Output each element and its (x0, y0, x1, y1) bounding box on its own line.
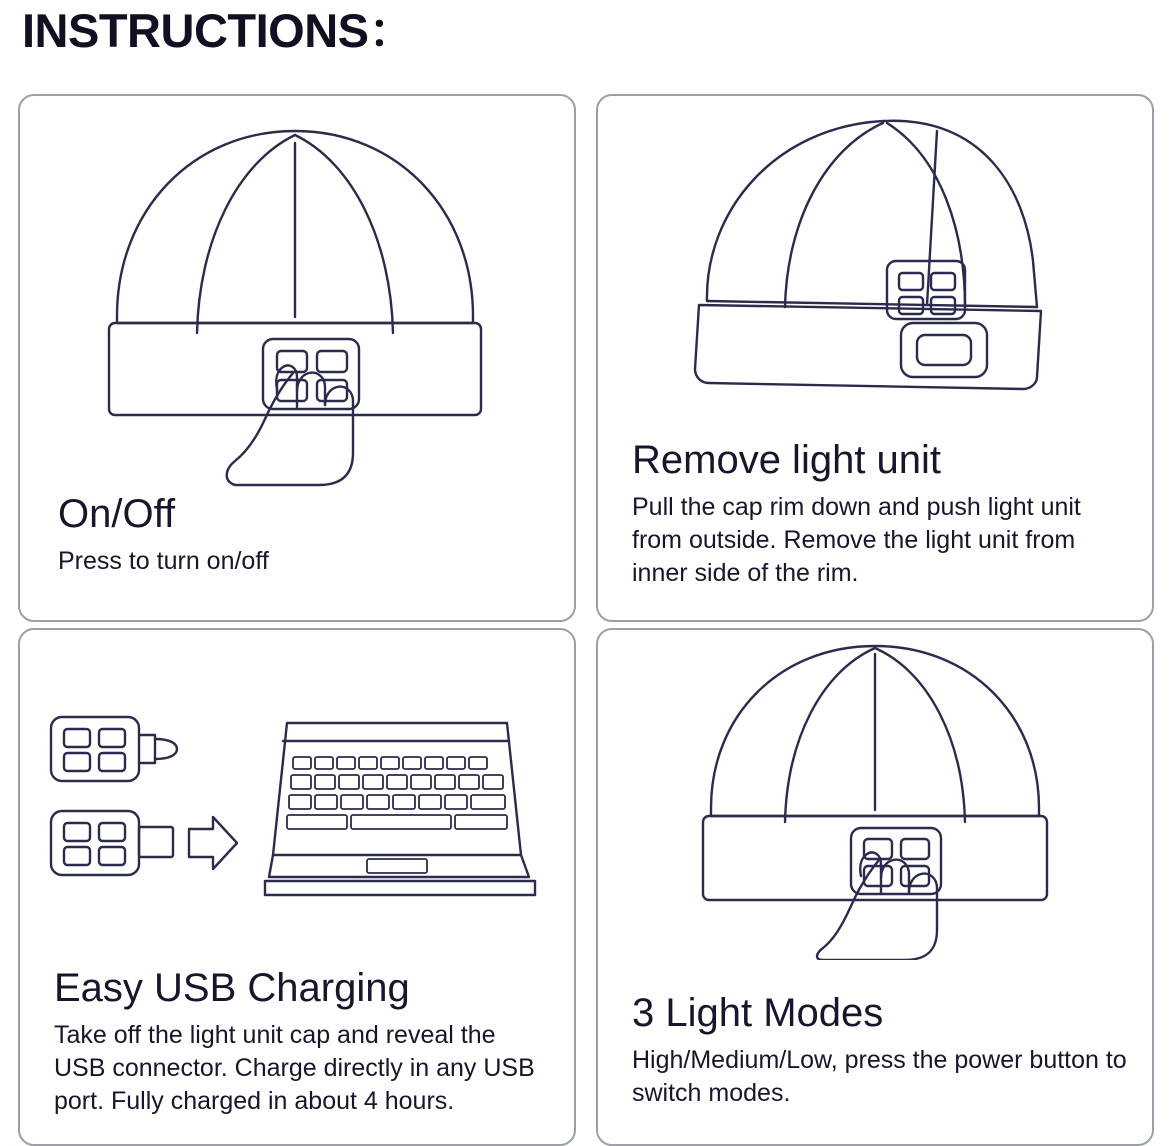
card-text-remove (632, 438, 1128, 590)
instructions-page (0, 6, 1170, 1142)
page-title: INSTRUCTIONS： (22, 4, 415, 57)
instruction-card-remove (596, 94, 1154, 622)
card-text-onoff (58, 492, 550, 578)
beanie-with-light-unit-removed-icon (598, 96, 1152, 416)
usb-light-unit-and-laptop-icon (20, 630, 574, 920)
card-heading: Remove light unit (632, 438, 942, 483)
instruction-card-grid (8, 94, 1162, 1146)
instruction-card-modes (596, 628, 1154, 1146)
instruction-card-onoff (18, 94, 576, 622)
card-text-usb (54, 966, 550, 1118)
beanie-light-modes-finger-press-icon (598, 630, 1152, 960)
card-body: High/Medium/Low, press the power button to switch modes. (632, 1046, 1127, 1107)
card-body: Press to turn on/off (58, 547, 269, 575)
beanie-with-light-button-and-finger-icon (20, 96, 574, 496)
instruction-card-usb (18, 628, 576, 1146)
card-heading: Easy USB Charging (54, 966, 410, 1011)
card-body: Take off the light unit cap and reveal the USB connector. Charge directly in any USB port. Fully charged in about 4 hours. (54, 1021, 535, 1115)
card-heading: 3 Light Modes (632, 991, 884, 1036)
card-body: Pull the cap rim down and push light unit from outside. Remove the light unit from inner side of the rim. (632, 493, 1081, 587)
card-heading: On/Off (58, 492, 176, 537)
card-text-modes (632, 991, 1128, 1110)
